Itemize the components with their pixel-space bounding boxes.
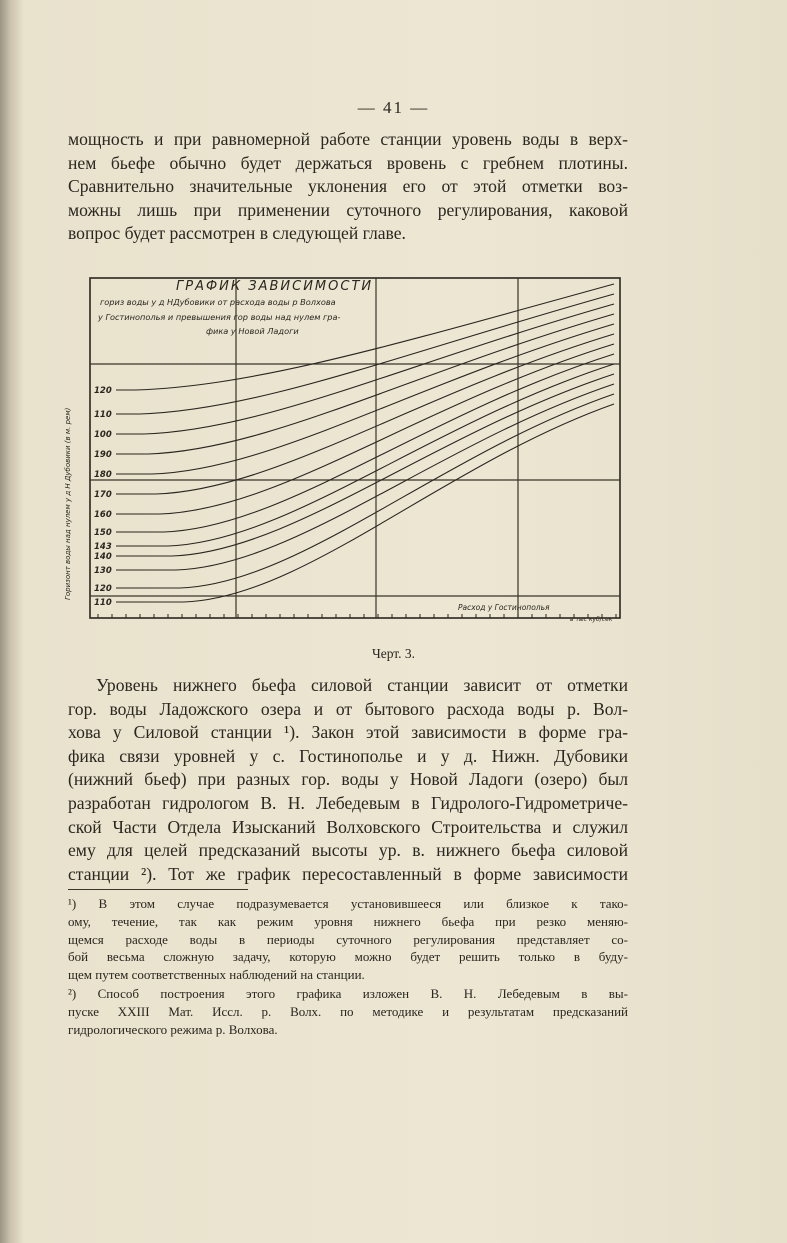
footnote-line: щемся расходе воды в периоды суточного регулирования представляет со- xyxy=(68,931,628,947)
text-line: хова у Силовой станции ¹). Закон этой зависимости в форме гра- xyxy=(68,722,628,743)
text-line: можны лишь при применении суточного регулирования, каковой xyxy=(68,199,628,220)
figure-chart-3 xyxy=(58,270,628,630)
paragraph-main xyxy=(68,674,628,886)
chart-subtitle-3: фика у Новой Ладоги xyxy=(206,326,299,336)
text-line: станции ²). Тот же график пересоставленный в форме зависимости xyxy=(68,863,628,884)
text-line: Уровень нижнего бьефа силовой станции зависит от отметки xyxy=(96,675,628,695)
footnote-divider xyxy=(68,889,248,890)
curve-label: 190 xyxy=(94,450,112,460)
footnote-line: щем путем соответственных наблюдений на станции. xyxy=(68,967,365,983)
x-axis-unit: в тыс куб/сек xyxy=(570,616,613,623)
footnote-2 xyxy=(68,985,628,1038)
footnote-1 xyxy=(68,895,628,984)
dependency-curve xyxy=(116,354,614,532)
text-line: фика связи уровней у с. Гостинополье и у д. Нижн. Дубовики xyxy=(68,745,628,766)
footnote-line: гидрологического режима р. Волхова. xyxy=(68,1021,278,1037)
footnote-line: пуске XXIII Мат. Иссл. р. Волх. по методике и результатам предсказаний xyxy=(68,1003,628,1019)
dependency-curve xyxy=(116,394,614,588)
page-number: — 41 — xyxy=(357,98,430,117)
chart-subtitle-1: гориз воды у д НДубовики от расхода воды р Волхова xyxy=(100,297,336,307)
figure-caption: Черт. 3. xyxy=(371,646,416,661)
text-line: (нижний бьеф) при разных гор. воды у Новой Ладоги (озеро) был xyxy=(68,769,628,790)
curve-group xyxy=(94,284,614,608)
paragraph-intro xyxy=(68,128,628,246)
text-line: вопрос будет рассмотрен в следующей главе. xyxy=(68,223,406,244)
chart-title: ГРАФИК ЗАВИСИМОСТИ xyxy=(176,279,374,294)
text-line: разработан гидрологом В. Н. Лебедевым в Гидролого-Гидрометриче- xyxy=(68,792,628,813)
horizontal-grid xyxy=(90,364,620,596)
curve-label: 110 xyxy=(94,598,112,608)
chart-frame xyxy=(90,278,620,618)
text-line: Сравнительно значительные уклонения его от этой отметки воз- xyxy=(68,176,628,197)
dependency-graph xyxy=(58,270,628,630)
text-line: ему для целей предсказаний высоты ур. в. нижнего бьефа силовой xyxy=(68,840,628,861)
curve-label: 130 xyxy=(94,566,112,576)
footnote-line: бой весьма сложную задачу, которую можно будет решить только в буду- xyxy=(68,949,628,965)
text-line: нем бьефе обычно будет держаться вровень с гребнем плотины. xyxy=(68,152,628,173)
curve-label: 150 xyxy=(94,528,112,538)
text-line: гор. воды Ладожского озера и от бытового расхода воды р. Вол- xyxy=(68,698,628,719)
footnote-line: ²) Способ построения этого графика изложен В. Н. Лебедевым в вы- xyxy=(68,986,628,1001)
curve-label: 170 xyxy=(94,490,112,500)
x-axis-title: Расход у Гостинополья xyxy=(458,603,550,612)
curve-label: 180 xyxy=(94,470,112,480)
curve-label: 100 xyxy=(94,430,112,440)
curve-label: 143 xyxy=(94,542,112,552)
chart-subtitle-2: у Гостинополья и превышения гор воды над нулем гра- xyxy=(98,312,341,322)
footnote-line: ому, течение, так как режим уровня нижнего бьефа при резко меняю- xyxy=(68,913,628,929)
dependency-curve xyxy=(116,404,614,602)
text-line: мощность и при равномерной работе станции уровень воды в верх- xyxy=(68,129,628,149)
text-line: ской Части Отдела Изысканий Волховского Строительства и служил xyxy=(68,816,628,837)
y-axis-title: Горизонт воды над нулем у д Н Дубовики (в м. рем) xyxy=(64,407,72,600)
curve-label: 160 xyxy=(94,510,112,520)
curve-label: 120 xyxy=(94,386,112,396)
curve-label: 110 xyxy=(94,410,112,420)
curve-label: 140 xyxy=(94,552,112,562)
footnote-line: ¹) В этом случае подразумевается установившееся или близкое к тако- xyxy=(68,896,628,911)
curve-label: 120 xyxy=(94,584,112,594)
dependency-curve xyxy=(116,374,614,556)
